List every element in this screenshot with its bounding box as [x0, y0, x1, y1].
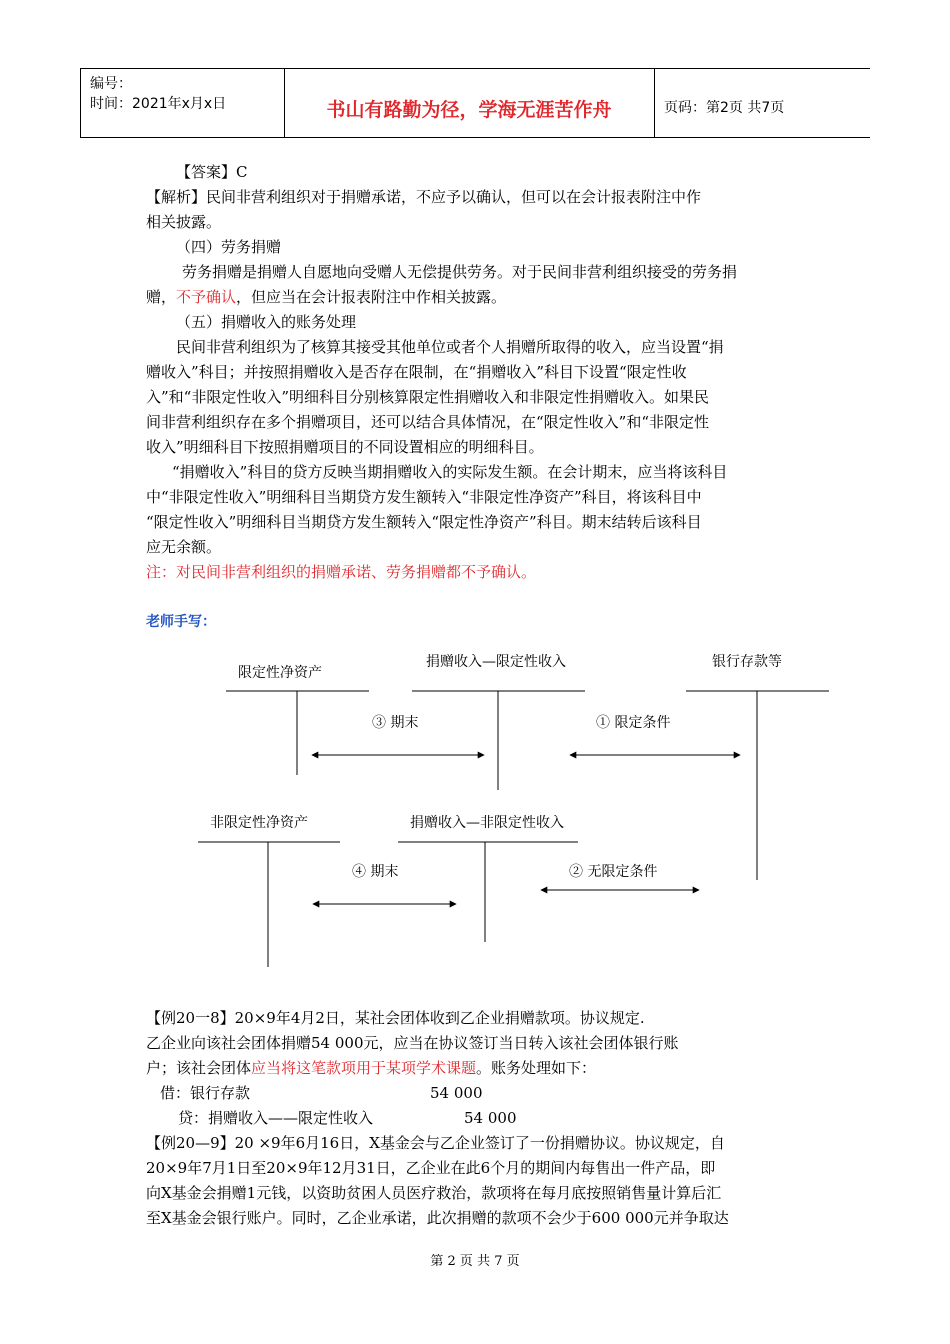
para-1-line-4: 间非营利组织存在多个捐赠项目，还可以结合具体情况，在“限定性收入”和“非限定性 [146, 413, 710, 431]
header-time-label: 时间：2021年x月x日 [90, 96, 227, 112]
label-unrestricted-donation-income: 捐赠收入—非限定性收入 [410, 815, 564, 831]
example-9-line-2: 20×9年7月1日至20×9年12月31日，乙企业在此6个月的期间内每售出一件产品，即 [146, 1159, 716, 1177]
para-2-line-4: 应无余额。 [146, 538, 222, 556]
example-9-line-4: 至X基金会银行账户。同时，乙企业承诺，此次捐赠的款项不会少于600 000元并争取达 [146, 1209, 729, 1227]
analysis-line-2: 相关披露。 [146, 213, 222, 231]
section-5-title: （五）捐赠收入的账务处理 [176, 313, 357, 331]
para-1-line-3: 入”和“非限定性收入”明细科目分别核算限定性捐赠收入和非限定性捐赠收入。如果民 [146, 388, 710, 406]
not-recognized-highlight: 不予确认 [176, 288, 237, 306]
debit-entry-label: 借：银行存款 [160, 1084, 251, 1102]
section-4-line-2-start: 赠， [146, 288, 177, 306]
academic-purpose-highlight: 应当将这笔款项用于某项学术课题 [251, 1059, 477, 1077]
example-8-line-3 [146, 1058, 596, 1078]
section-4-title: （四）劳务捐赠 [176, 238, 282, 256]
label-arrow-3: ③ 期末 [372, 715, 419, 731]
header-page-label: 页码：第2页 共7页 [664, 100, 785, 116]
label-arrow-4: ④ 期末 [352, 864, 399, 880]
example-8-line-3-end: 。账务处理如下： [476, 1059, 597, 1077]
example-8-line-2: 乙企业向该社会团体捐赠54 000元，应当在协议签订当日转入该社会团体银行账 [146, 1034, 679, 1052]
section-4-line-2-end: ，但应当在会计报表附注中作相关披露。 [236, 288, 507, 306]
page-footer: 第 2 页 共 7 页 [430, 1254, 520, 1269]
credit-entry-label: 贷：捐赠收入——限定性收入 [178, 1109, 374, 1127]
analysis-line-1: 【解析】民间非营利组织对于捐赠承诺，不应予以确认，但可以在会计报表附注中作 [146, 188, 702, 206]
teacher-handwritten-label: 老师手写： [146, 614, 216, 630]
para-2-line-3: “限定性收入”明细科目当期贷方发生额转入“限定性净资产”科目。期末结转后该科目 [146, 513, 702, 531]
para-2-line-2: 中“非限定性收入”明细科目当期贷方发生额转入“非限定性净资产”科目，将该科目中 [146, 488, 702, 506]
example-8-line-1: 【例20一8】20×9年4月2日，某社会团体收到乙企业捐赠款项。协议规定. [146, 1009, 645, 1027]
para-2-line-1: “捐赠收入”科目的贷方反映当期捐赠收入的实际发生额。在会计期末，应当将该科目 [172, 463, 728, 481]
example-9-line-1: 【例20—9】20 ×9年6月16日，X基金会与乙企业签订了一份捐赠协议。协议规定，自 [146, 1134, 725, 1152]
section-4-line-1: 劳务捐赠是捐赠人自愿地向受赠人无偿提供劳务。对于民间非营利组织接受的劳务捐 [182, 263, 738, 281]
example-9-line-3: 向X基金会捐赠1元钱，以资助贫困人员医疗救治，款项将在每月底按照销售量计算后汇 [146, 1184, 722, 1202]
header-motto: 书山有路勤为径，学海无涯苦作舟 [326, 99, 612, 121]
label-arrow-1: ① 限定条件 [596, 715, 671, 731]
para-1-line-2: 赠收入”科目；并按照捐赠收入是否存在限制，在“捐赠收入”科目下设置“限定性收 [146, 363, 687, 381]
answer-line: 【答案】C [176, 163, 248, 181]
label-unrestricted-net-assets: 非限定性净资产 [210, 815, 308, 831]
label-bank-deposits: 银行存款等 [712, 654, 782, 670]
example-8-line-3-start: 户；该社会团体 [146, 1059, 252, 1077]
label-restricted-net-assets: 限定性净资产 [238, 665, 322, 681]
debit-entry-amount: 54 000 [430, 1084, 483, 1102]
header-number-label: 编号： [90, 76, 132, 92]
label-restricted-donation-income: 捐赠收入—限定性收入 [426, 654, 566, 670]
red-note: 注：对民间非营利组织的捐赠承诺、劳务捐赠都不予确认。 [146, 563, 537, 581]
label-arrow-2: ② 无限定条件 [569, 864, 658, 880]
para-1-line-1: 民间非营利组织为了核算其接受其他单位或者个人捐赠所取得的收入，应当设置“捐 [176, 338, 724, 356]
credit-entry-amount: 54 000 [464, 1109, 517, 1127]
para-1-line-5: 收入”明细科目下按照捐赠项目的不同设置相应的明细科目。 [146, 438, 544, 456]
